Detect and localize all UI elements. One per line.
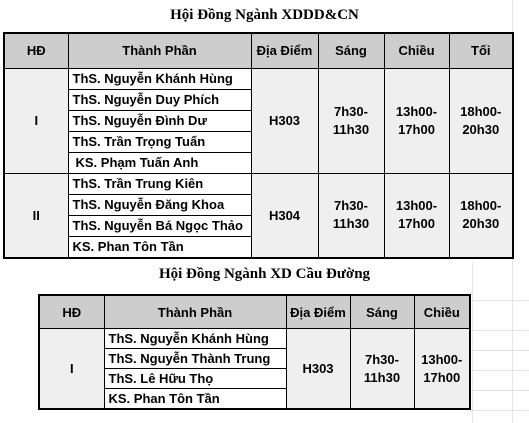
group-location: H303 bbox=[251, 68, 318, 173]
group-evening: 18h00- 20h30 bbox=[449, 173, 513, 258]
member-name: ThS. Trần Trung Kiên bbox=[68, 173, 251, 194]
table-header-row bbox=[4, 33, 513, 68]
header-members: Thành Phần bbox=[68, 33, 251, 68]
header-morning: Sáng bbox=[350, 295, 414, 329]
group-morning: 7h30- 11h30 bbox=[350, 329, 414, 409]
header-afternoon: Chiều bbox=[414, 295, 470, 329]
member-name: ThS. Trần Trọng Tuấn bbox=[68, 131, 251, 152]
group-afternoon: 13h00- 17h00 bbox=[384, 68, 449, 173]
header-location: Địa Điểm bbox=[251, 33, 318, 68]
header-hd: HĐ bbox=[4, 33, 68, 68]
council1-table bbox=[3, 32, 514, 259]
header-evening: Tối bbox=[449, 33, 513, 68]
member-name: ThS. Nguyễn Khánh Hùng bbox=[104, 329, 286, 349]
group-evening: 18h00- 20h30 bbox=[449, 68, 513, 173]
group-hd: I bbox=[39, 329, 104, 409]
member-name: KS. Phan Tôn Tần bbox=[104, 389, 286, 409]
group-location: H304 bbox=[251, 173, 318, 258]
member-name: KS. Phan Tôn Tần bbox=[68, 236, 251, 258]
member-name: ThS. Nguyễn Đăng Khoa bbox=[68, 194, 251, 215]
council1-title: Hội Đồng Ngành XDDD&CN bbox=[170, 7, 359, 23]
group-hd: I bbox=[4, 68, 68, 173]
member-name: ThS. Lê Hữu Thọ bbox=[104, 369, 286, 389]
council2-table bbox=[38, 294, 471, 410]
member-name: ThS. Nguyễn Thành Trung bbox=[104, 349, 286, 369]
header-location: Địa Điểm bbox=[286, 295, 350, 329]
group-morning: 7h30- 11h30 bbox=[318, 173, 384, 258]
group-location: H303 bbox=[286, 329, 350, 409]
council2-title: Hội Đồng Ngành XD Cầu Đường bbox=[158, 266, 371, 282]
header-morning: Sáng bbox=[318, 33, 384, 68]
group-afternoon: 13h00- 17h00 bbox=[384, 173, 449, 258]
table-row bbox=[4, 173, 513, 194]
member-name: ThS. Nguyễn Đình Dư bbox=[68, 110, 251, 131]
header-afternoon: Chiều bbox=[384, 33, 449, 68]
group-afternoon: 13h00- 17h00 bbox=[414, 329, 470, 409]
member-name: ThS. Nguyễn Bá Ngọc Thảo bbox=[68, 215, 251, 236]
table-row bbox=[4, 68, 513, 89]
member-name: ThS. Nguyễn Khánh Hùng bbox=[68, 68, 251, 89]
member-name: KS. Phạm Tuấn Anh bbox=[68, 152, 251, 173]
header-members: Thành Phần bbox=[104, 295, 286, 329]
group-morning: 7h30- 11h30 bbox=[318, 68, 384, 173]
table-row bbox=[39, 329, 470, 349]
member-name: ThS. Nguyễn Duy Phích bbox=[68, 89, 251, 110]
table-header-row bbox=[39, 295, 470, 329]
header-hd: HĐ bbox=[39, 295, 104, 329]
group-hd: II bbox=[4, 173, 68, 258]
